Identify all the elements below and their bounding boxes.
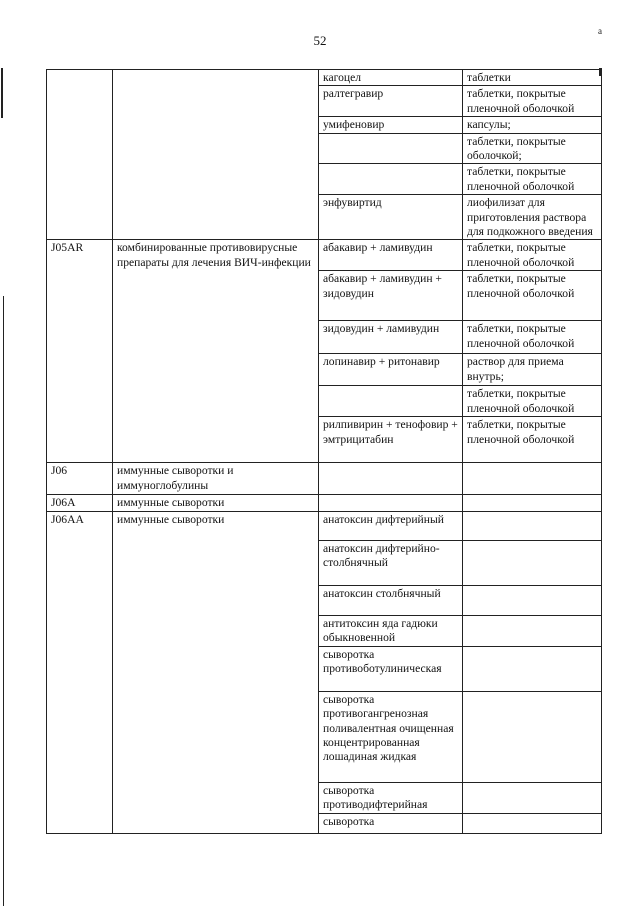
atc-code-cell: J06A bbox=[47, 495, 113, 511]
table-row bbox=[47, 70, 602, 86]
dosage-form-cell: таблетки bbox=[463, 70, 602, 86]
group-name-cell: иммунные сыворотки bbox=[113, 495, 319, 511]
drug-name-cell: сыворотка противогангренозная поливалентная очищенная концентрированная лошадиная жидкая bbox=[319, 691, 463, 782]
drug-name-cell: умифеновир bbox=[319, 117, 463, 133]
drug-name-cell: зидовудин + ламивудин bbox=[319, 321, 463, 354]
drug-name-cell bbox=[319, 495, 463, 511]
dosage-form-cell bbox=[463, 511, 602, 540]
drug-name-cell bbox=[319, 463, 463, 495]
drug-name-cell: антитоксин яда гадюки обыкновенной bbox=[319, 615, 463, 646]
scan-artifact-line bbox=[3, 296, 4, 906]
dosage-form-cell bbox=[463, 782, 602, 813]
drug-name-cell bbox=[319, 386, 463, 417]
atc-code-cell bbox=[47, 70, 113, 240]
page-number: 52 bbox=[313, 33, 327, 48]
group-name-cell: иммунные сыворотки bbox=[113, 511, 319, 833]
dosage-form-cell bbox=[463, 585, 602, 615]
dosage-form-cell: таблетки, покрытые пленочной оболочкой bbox=[463, 164, 602, 195]
scan-artifact-line bbox=[1, 68, 3, 118]
dosage-form-cell: лиофилизат для приготовления раствора для подкожного введения bbox=[463, 195, 602, 240]
drug-name-cell bbox=[319, 133, 463, 164]
dosage-form-cell: капсулы; bbox=[463, 117, 602, 133]
dosage-form-cell bbox=[463, 495, 602, 511]
dosage-form-cell: таблетки, покрытые пленочной оболочкой bbox=[463, 321, 602, 354]
atc-code-cell: J05AR bbox=[47, 240, 113, 463]
dosage-form-cell: таблетки, покрытые пленочной оболочкой bbox=[463, 86, 602, 117]
group-name-cell: комбинированные противовирусные препараты для лечения ВИЧ-инфекции bbox=[113, 240, 319, 463]
drug-name-cell: кагоцел bbox=[319, 70, 463, 86]
drug-name-cell: сыворотка bbox=[319, 813, 463, 833]
drug-name-cell: рилпивирин + тенофовир + эмтрицитабин bbox=[319, 417, 463, 463]
corner-mark: a bbox=[598, 26, 602, 36]
drug-name-cell: абакавир + ламивудин + зидовудин bbox=[319, 271, 463, 321]
dosage-form-cell: таблетки, покрытые оболочкой; bbox=[463, 133, 602, 164]
group-name-cell: иммунные сыворотки и иммуноглобулины bbox=[113, 463, 319, 495]
atc-code-cell: J06AA bbox=[47, 511, 113, 833]
dosage-form-cell: таблетки, покрытые пленочной оболочкой bbox=[463, 417, 602, 463]
dosage-form-cell bbox=[463, 691, 602, 782]
table-body bbox=[47, 70, 602, 834]
drug-name-cell: анатоксин дифтерийный bbox=[319, 511, 463, 540]
dosage-form-cell bbox=[463, 646, 602, 691]
drug-name-cell bbox=[319, 164, 463, 195]
drug-table bbox=[46, 69, 602, 834]
dosage-form-cell: таблетки, покрытые пленочной оболочкой bbox=[463, 240, 602, 271]
drug-name-cell: анатоксин столбнячный bbox=[319, 585, 463, 615]
drug-name-cell: сыворотка противодифтерийная bbox=[319, 782, 463, 813]
drug-name-cell: лопинавир + ритонавир bbox=[319, 354, 463, 386]
drug-name-cell: ралтегравир bbox=[319, 86, 463, 117]
dosage-form-cell: раствор для приема внутрь; bbox=[463, 354, 602, 386]
drug-name-cell: энфувиртид bbox=[319, 195, 463, 240]
dosage-form-cell bbox=[463, 813, 602, 833]
table-row bbox=[47, 240, 602, 271]
table-row bbox=[47, 511, 602, 540]
dosage-form-cell: таблетки, покрытые пленочной оболочкой bbox=[463, 386, 602, 417]
dosage-form-cell bbox=[463, 615, 602, 646]
dosage-form-cell: таблетки, покрытые пленочной оболочкой bbox=[463, 271, 602, 321]
group-name-cell bbox=[113, 70, 319, 240]
drug-name-cell: анатоксин дифтерийно-столбнячный bbox=[319, 540, 463, 585]
drug-name-cell: абакавир + ламивудин bbox=[319, 240, 463, 271]
drug-name-cell: сыворотка противоботулиническая bbox=[319, 646, 463, 691]
table-row bbox=[47, 463, 602, 495]
atc-code-cell: J06 bbox=[47, 463, 113, 495]
table-row bbox=[47, 495, 602, 511]
dosage-form-cell bbox=[463, 540, 602, 585]
dosage-form-cell bbox=[463, 463, 602, 495]
